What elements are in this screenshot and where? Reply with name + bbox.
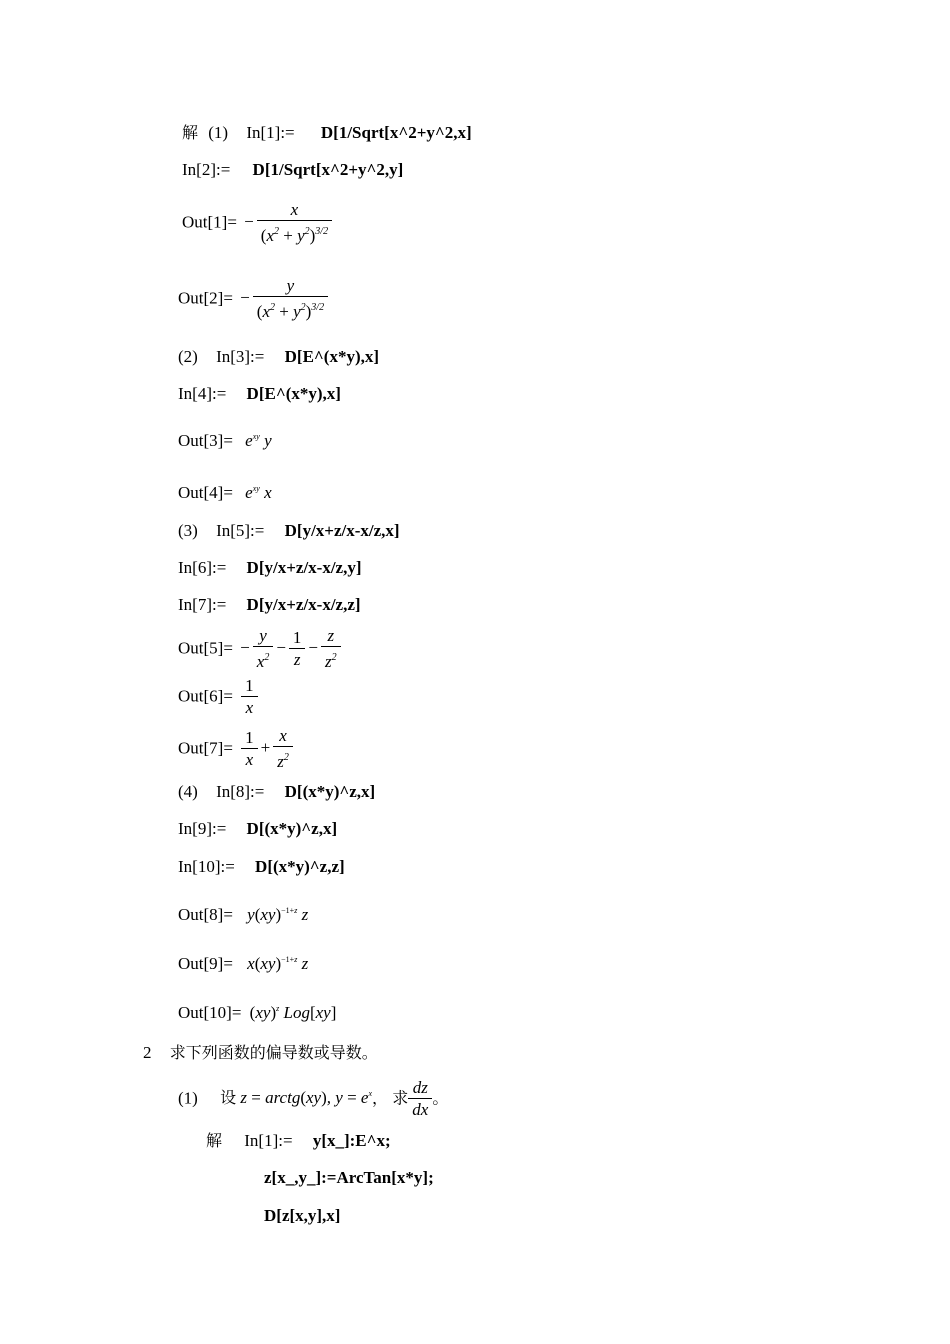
solve-label: 解	[182, 123, 199, 142]
problem-3-input-5	[178, 520, 400, 542]
problem-2-input-3	[178, 346, 379, 368]
code-line: D[z[x,y],x]	[264, 1206, 341, 1225]
input-command: D[y/x+z/x-x/z,x]	[284, 521, 400, 540]
problem-1-input-2	[182, 159, 403, 181]
output-10	[178, 998, 336, 1024]
output-label: Out[5]=	[178, 638, 233, 658]
fraction	[257, 200, 332, 247]
problem-3-input-7	[178, 594, 361, 616]
problem-4-input-10	[178, 856, 345, 878]
part-number: (1)	[208, 123, 229, 142]
fraction: $\frac{1}{x}$	[241, 728, 258, 771]
minus-sign: −	[240, 638, 250, 658]
math-expression: z = arctg(xy), $y = e^x$	[240, 1088, 373, 1108]
let-label: 设	[220, 1088, 237, 1108]
fraction: $\frac{y}{x^2}$	[253, 626, 274, 673]
fraction	[253, 276, 328, 323]
output-label: Out[3]=	[178, 431, 233, 450]
input-command: D[E^(x*y),x]	[246, 384, 341, 403]
fraction: $\frac{x}{z^2}$	[273, 726, 293, 773]
input-command: D[(x*y)^z,x]	[246, 819, 338, 838]
denominator: $(x^2 + y^2)^{3/2}$	[257, 220, 332, 247]
minus-sign: −	[244, 212, 254, 232]
output-label: Out[2]=	[178, 288, 233, 308]
section-2-item-1	[178, 1078, 448, 1121]
problem-4-input-8	[178, 781, 375, 803]
output-9	[178, 949, 308, 975]
input-label: In[5]:=	[216, 521, 265, 540]
input-label: In[8]:=	[216, 782, 265, 801]
code-line: z[x_,y_]:=ArcTan[x*y];	[264, 1168, 434, 1187]
math-expression: y(xy)$^{-1+z}$ z	[247, 905, 309, 924]
input-label: In[10]:=	[178, 857, 235, 876]
output-label: Out[9]=	[178, 954, 233, 973]
output-label: Out[10]=	[178, 1003, 242, 1022]
input-label: In[3]:=	[216, 347, 265, 366]
period: 。	[432, 1088, 449, 1108]
input-command: D[y/x+z/x-x/z,z]	[246, 595, 361, 614]
input-label: In[7]:=	[178, 595, 227, 614]
section-number: 2	[143, 1043, 152, 1062]
part-number: (2)	[178, 347, 198, 366]
code-line: y[x_]:E^x;	[312, 1131, 391, 1150]
math-expression: $e^{xy}$ x	[245, 483, 272, 502]
fraction: $\frac{1}{z}$	[289, 628, 306, 671]
derivative-fraction: $\frac{dz}{dx}$	[408, 1078, 432, 1121]
math-expression: x(xy)$^{-1+z}$ z	[247, 954, 309, 973]
output-7: Out[7]= $\frac{1}{x}$ + $\frac{x}{z^2}$	[178, 726, 293, 773]
section-2-solution-input	[206, 1130, 391, 1152]
output-6	[178, 676, 258, 719]
output-4	[178, 478, 272, 504]
denominator: $(x^2 + y^2)^{3/2}$	[253, 296, 328, 323]
output-label: Out[4]=	[178, 483, 233, 502]
problem-2-input-4	[178, 383, 341, 405]
output-label: Out[8]=	[178, 905, 233, 924]
fraction: $\frac{z}{z^2}$	[321, 626, 341, 673]
input-command: D[E^(x*y),x]	[284, 347, 380, 366]
input-label: In[9]:=	[178, 819, 227, 838]
input-command: D[y/x+z/x-x/z,y]	[246, 558, 362, 577]
output-1	[182, 200, 332, 247]
problem-1-input-1	[182, 122, 472, 144]
input-label: In[4]:=	[178, 384, 227, 403]
input-label: In[6]:=	[178, 558, 227, 577]
minus-sign: −	[240, 288, 250, 308]
fraction: $\frac{1}{x}$	[241, 676, 258, 719]
output-2	[178, 276, 328, 323]
numerator: x	[290, 200, 299, 219]
input-label: In[1]:=	[246, 123, 295, 142]
part-number: (3)	[178, 521, 198, 540]
output-label: Out[1]=	[182, 212, 237, 232]
output-label: Out[6]=	[178, 686, 233, 706]
part-number: (4)	[178, 782, 198, 801]
solve-label: 解	[206, 1131, 223, 1150]
item-number: (1)	[178, 1088, 198, 1108]
problem-3-input-6	[178, 557, 362, 579]
input-command: D[(x*y)^z,z]	[255, 857, 345, 876]
output-8	[178, 900, 308, 926]
input-label: In[2]:=	[182, 160, 231, 179]
output-label: Out[7]=	[178, 738, 233, 758]
comma: ，	[372, 1088, 389, 1108]
seek-label: 求	[392, 1088, 409, 1108]
input-command: D[1/Sqrt[x^2+y^2,y]	[252, 160, 404, 179]
numerator: y	[286, 276, 295, 295]
math-expression: $e^{xy}$ y	[245, 431, 272, 450]
input-command: D[(x*y)^z,x]	[284, 782, 376, 801]
math-expression: (xy)$^z$ Log[xy]	[249, 1003, 337, 1022]
section-title: 求下列函数的偏导数或导数。	[169, 1043, 378, 1062]
input-command: D[1/Sqrt[x^2+y^2,x]	[320, 123, 472, 142]
section-2-heading	[143, 1042, 378, 1064]
input-label: In[1]:=	[244, 1131, 293, 1150]
output-5: Out[5]= − $\frac{y}{x^2}$ − $\frac{1}{z}$ − $\frac{z}{z^2}$	[178, 626, 341, 673]
output-3	[178, 426, 272, 452]
problem-4-input-9	[178, 818, 337, 840]
